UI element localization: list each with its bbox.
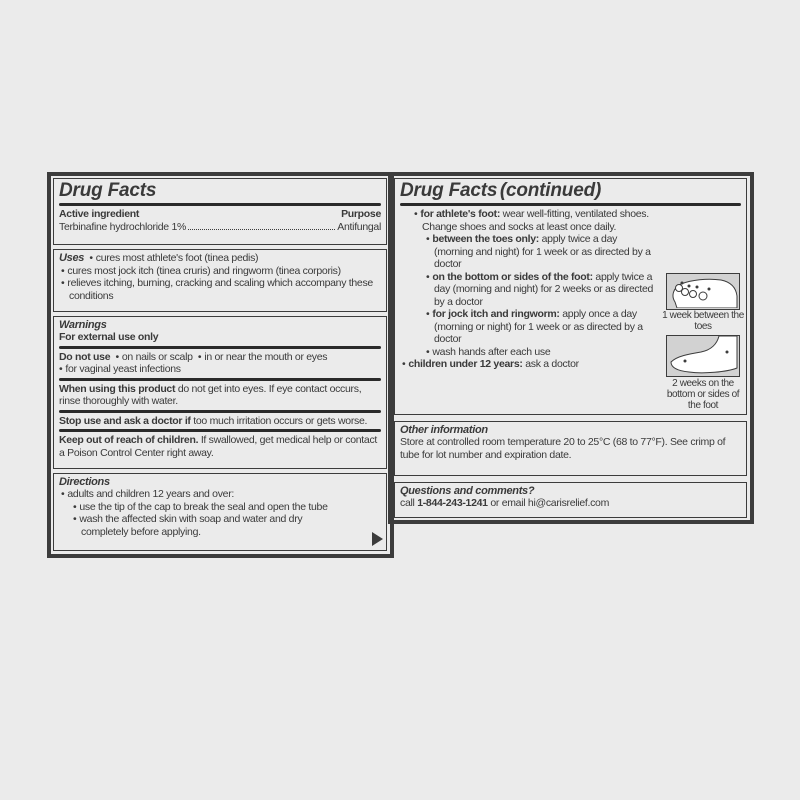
email-label: or email bbox=[490, 497, 526, 509]
directions-subitem: • wash the affected skin with soap and water and dry completely before applying. bbox=[59, 513, 381, 538]
active-ingredient-section bbox=[53, 178, 387, 245]
children-item: • children under 12 years: ask a doctor bbox=[400, 358, 656, 371]
warnings-section bbox=[53, 316, 387, 469]
warnings-heading: Warnings bbox=[59, 319, 107, 331]
wash-hands-item: • wash hands after each use bbox=[400, 346, 656, 359]
active-ingredient-heading: Active ingredient bbox=[59, 208, 140, 220]
divider bbox=[59, 203, 381, 206]
ingredient-purpose: Antifungal bbox=[337, 220, 381, 233]
uses-item: • cures most jock itch (tinea cruris) and ringworm (tinea corporis) bbox=[59, 265, 381, 278]
stop-use-text: too much irritation occurs or gets worse. bbox=[193, 414, 368, 427]
figure2-caption: 2 weeks on the bottom or sides of the foot bbox=[666, 378, 740, 411]
athletes-foot-item: • for athlete's foot: wear well-fitting, ventilated shoes. Change shoes and socks at least once daily. bbox=[400, 208, 656, 233]
bottom-sides-item: • on the bottom or sides of the foot: apply twice a day (morning and night) for 2 weeks or as directed by a doctor bbox=[400, 271, 656, 309]
purpose-heading: Purpose bbox=[341, 208, 381, 220]
do-not-use-label: Do not use bbox=[59, 350, 111, 363]
when-using-label: When using this product bbox=[59, 382, 176, 395]
directions-heading: Directions bbox=[59, 476, 110, 488]
other-information-section bbox=[394, 421, 747, 476]
directions-subitem: • use the tip of the cap to break the seal and open the tube bbox=[59, 501, 381, 514]
directions-section bbox=[53, 473, 387, 551]
figure1-caption: 1 week between the toes bbox=[662, 310, 744, 332]
external-use-text: For external use only bbox=[59, 331, 159, 343]
divider bbox=[59, 346, 381, 349]
when-using-text: do not get into eyes. If eye contact occurs, rinse thoroughly with water. bbox=[59, 382, 362, 407]
uses-section bbox=[53, 249, 387, 312]
do-not-use-item: • on nails or scalp bbox=[116, 351, 193, 363]
other-information-text: Store at controlled room temperature 20 to 25°C (68 to 77°F). See crimp of tube for lot number and expiration date. bbox=[400, 436, 726, 461]
drug-facts-title: Drug Facts bbox=[400, 180, 498, 201]
phone-number[interactable]: 1-844-243-1241 bbox=[417, 497, 488, 509]
divider bbox=[59, 378, 381, 381]
between-toes-item: • between the toes only: apply twice a day (morning and night) for 1 week or as directed by a doctor bbox=[400, 233, 656, 271]
uses-item: • relieves itching, burning, cracking and scaling which accompany these conditions bbox=[59, 277, 381, 302]
keep-out-label: Keep out of reach of children. bbox=[59, 434, 199, 446]
foot-sides-figure bbox=[666, 335, 740, 377]
email-address[interactable]: hi@carisrelief.com bbox=[527, 497, 610, 509]
jock-itch-item: • for jock itch and ringworm: apply once a day (morning or night) for 1 week or as directed by a doctor bbox=[400, 308, 656, 346]
directions-item: • adults and children 12 years and over: bbox=[59, 488, 381, 501]
do-not-use-item: • for vaginal yeast infections bbox=[59, 363, 381, 376]
foot-side-icon bbox=[667, 336, 738, 375]
continued-arrow-icon bbox=[372, 532, 383, 546]
drug-facts-title: Drug Facts bbox=[59, 180, 157, 201]
divider bbox=[59, 429, 381, 432]
do-not-use-item: • in or near the mouth or eyes bbox=[198, 351, 327, 363]
questions-section bbox=[394, 482, 747, 518]
questions-heading: Questions and comments? bbox=[400, 485, 535, 497]
foot-toes-icon bbox=[667, 274, 738, 308]
divider bbox=[59, 410, 381, 413]
stop-use-label: Stop use and ask a doctor if bbox=[59, 414, 191, 427]
uses-heading: Uses bbox=[59, 252, 85, 264]
leader-dots bbox=[188, 221, 335, 231]
toes-figure bbox=[666, 273, 740, 310]
divider bbox=[400, 203, 741, 206]
ingredient-name: Terbinafine hydrochloride 1% bbox=[59, 220, 187, 233]
other-information-heading: Other information bbox=[400, 424, 488, 436]
continued-label: (continued) bbox=[499, 180, 602, 201]
call-label: call bbox=[400, 497, 415, 509]
uses-item: • cures most athlete's foot (tinea pedis) bbox=[89, 252, 258, 264]
keep-out-text: If swallowed, get medical help or contact a Poison Control Center right away. bbox=[59, 434, 378, 459]
